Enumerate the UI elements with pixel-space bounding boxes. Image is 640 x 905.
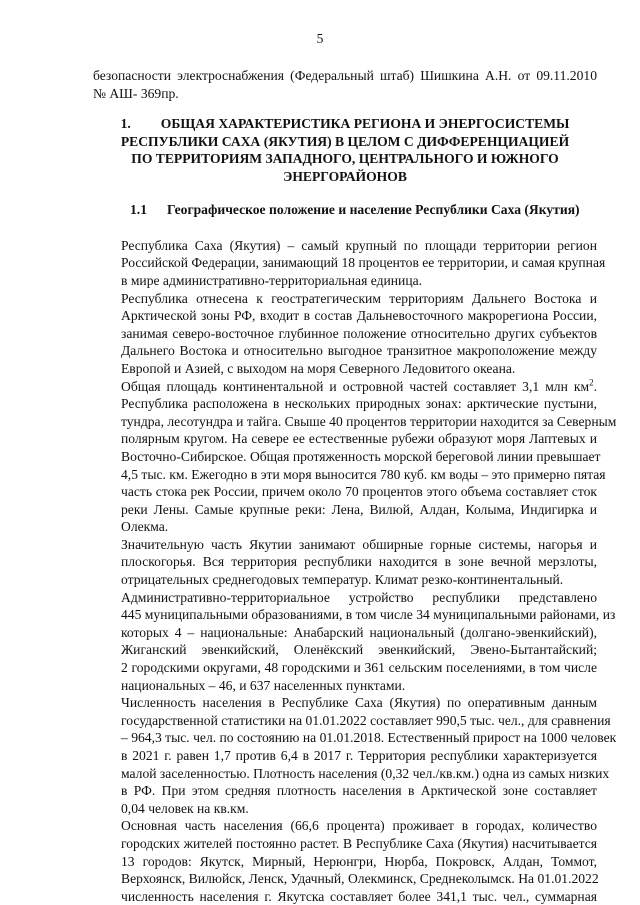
text-line: Арктической зоны РФ, входит в состав Дальневосточного макрорегиона России, bbox=[121, 308, 597, 324]
text-line: городских жителей постоянно растет. В Республике Саха (Якутия) насчитывается bbox=[121, 835, 597, 851]
paragraph-3 bbox=[93, 377, 617, 536]
subsection-title: Географическое положение и население Республики Саха (Якутия) bbox=[167, 202, 580, 218]
subsection-heading-1-1 bbox=[93, 201, 597, 219]
text-fragment: Общая площадь континентальной и островной частей составляет 3,1 млн км bbox=[121, 378, 590, 394]
text-line: 445 муниципальными образованиями, в том числе 34 муниципальными районами, из bbox=[121, 607, 616, 623]
text-line: тундра, лесотундра и тайга. Свыше 40 процентов территории находится за Северным bbox=[121, 413, 617, 429]
text-line: Олекма. bbox=[121, 519, 169, 535]
text-line: занимая северо-восточное глубинное положение относительно других субъектов bbox=[121, 325, 597, 341]
section-heading-1 bbox=[93, 115, 597, 185]
paragraph-2 bbox=[93, 290, 597, 378]
text-line: Российской Федерации, занимающий 18 процентов ее территории, и самая крупная bbox=[121, 255, 606, 271]
text-line: плоскогорья. Вся территория республики находится в зоне вечной мерзлоты, bbox=[121, 554, 597, 570]
text-fragment: . bbox=[593, 378, 597, 394]
text-line: государственной статистики на 01.01.2022 составляет 990,5 тыс. чел., для сравнения bbox=[121, 712, 611, 728]
text-line: 4,5 тыс. км. Ежегодно в эти моря выносится 780 куб. км воды – это примерно пятая bbox=[121, 466, 606, 482]
text-line: Жиганский эвенкийский, Оленёкский эвенкийский, Эвено-Бытантайский; bbox=[121, 642, 597, 658]
text-line: Дальнего Востока и относительно выгодное транзитное макроположение между bbox=[121, 343, 597, 359]
text-line bbox=[93, 378, 597, 396]
section-title-line: РЕСПУБЛИКИ САХА (ЯКУТИЯ) В ЦЕЛОМ С ДИФФЕРЕНЦИАЦИЕЙ bbox=[120, 133, 570, 149]
text-line: в РФ. При этом средняя плотность населения в Арктической зоне составляет bbox=[121, 783, 597, 799]
text-line: Европой и Азией, с выходом на моря Северного Ледовитого океана. bbox=[121, 360, 516, 376]
text-line: отрицательных среднегодовых температур. Климат резко-континентальный. bbox=[121, 572, 564, 588]
paragraph-6 bbox=[93, 694, 617, 817]
paragraph-5 bbox=[93, 589, 616, 695]
text-line: 2 городскими округами, 48 городскими и 361 сельским поселениями, в том числе bbox=[121, 660, 597, 676]
text-line: Основная часть населения (66,6 процента) проживает в городах, количество bbox=[121, 818, 597, 834]
text-line: Численность населения в Республике Саха (Якутия) по оперативным данным bbox=[121, 695, 597, 711]
text-line: 0,04 человек на кв.км. bbox=[121, 800, 249, 816]
section-title-line: ОБЩАЯ ХАРАКТЕРИСТИКА РЕГИОНА И ЭНЕРГОСИСТЕМЫ bbox=[160, 116, 570, 132]
text-line: национальных – 46, и 637 населенных пунктами. bbox=[121, 677, 406, 693]
text-line: № АШ- 369пр. bbox=[93, 85, 179, 101]
text-line: малой заселенностью. Плотность населения (0,32 чел./кв.км.) одна из самых низких bbox=[121, 765, 610, 781]
subsection-number: 1.1 bbox=[130, 202, 147, 218]
text-line: в 2021 г. равен 1,7 против 6,4 в 2017 г. Территория республики характеризуется bbox=[121, 748, 597, 763]
text-line: в мире административно-территориальная единица. bbox=[121, 272, 423, 288]
text-line: Значительную часть Якутии занимают обширные горные системы, нагорья и bbox=[121, 536, 597, 552]
page-number: 5 bbox=[316, 31, 324, 46]
paragraph-7 bbox=[93, 817, 597, 905]
superscript: 2 bbox=[589, 377, 594, 387]
paragraph-4 bbox=[93, 536, 597, 589]
paragraph-1 bbox=[93, 237, 606, 290]
text-line: Верхоянск, Вилюйск, Ленск, Удачный, Олекминск, Среднеколымск. На 01.01.2022 bbox=[121, 871, 599, 887]
text-line: Республика Саха (Якутия) – самый крупный по площади территории регион bbox=[121, 237, 597, 253]
text-line: часть стока рек России, причем около 70 процентов этого объема составляет сток bbox=[121, 484, 597, 500]
page-body bbox=[93, 67, 617, 905]
text-line: безопасности электроснабжения (Федеральный штаб) Шишкина А.Н. от 09.11.2010 bbox=[93, 68, 597, 83]
text-line: полярным кругом. На севере ее естественные рубежи образуют моря Лаптевых и bbox=[121, 431, 597, 447]
text-line: реки Лены. Самые крупные реки: Лена, Вилюй, Алдан, Колыма, Индигирка и bbox=[121, 501, 597, 517]
text-line: Республика отнесена к геостратегическим территориям Дальнего Востока и bbox=[121, 290, 597, 306]
text-line: 13 городов: Якутск, Мирный, Нерюнгри, Нюрба, Покровск, Алдан, Томмот, bbox=[121, 853, 597, 869]
text-line: численность населения г. Якутска составляет более 341,1 тыс. чел., суммарная bbox=[121, 888, 597, 904]
section-title-line: ЭНЕРГОРАЙОНОВ bbox=[283, 168, 407, 184]
text-line: Административно-территориальное устройство республики представлено bbox=[121, 589, 597, 605]
text-line: которых 4 – национальные: Анабарский национальный (долгано-эвенкийский), bbox=[121, 624, 597, 640]
section-title-line: ПО ТЕРРИТОРИЯМ ЗАПАДНОГО, ЦЕНТРАЛЬНОГО И ЮЖНОГО bbox=[131, 151, 559, 167]
intro-paragraph bbox=[93, 67, 597, 102]
text-line: Восточно-Сибирское. Общая протяженность морской береговой линии превышает bbox=[121, 448, 601, 464]
text-line: – 964,3 тыс. чел. по состоянию на 01.01.2018. Естественный прирост на 1000 человек bbox=[121, 730, 617, 746]
section-number: 1. bbox=[120, 116, 131, 132]
text-line: Республика расположена в нескольких природных зонах: арктические пустыни, bbox=[121, 396, 597, 412]
